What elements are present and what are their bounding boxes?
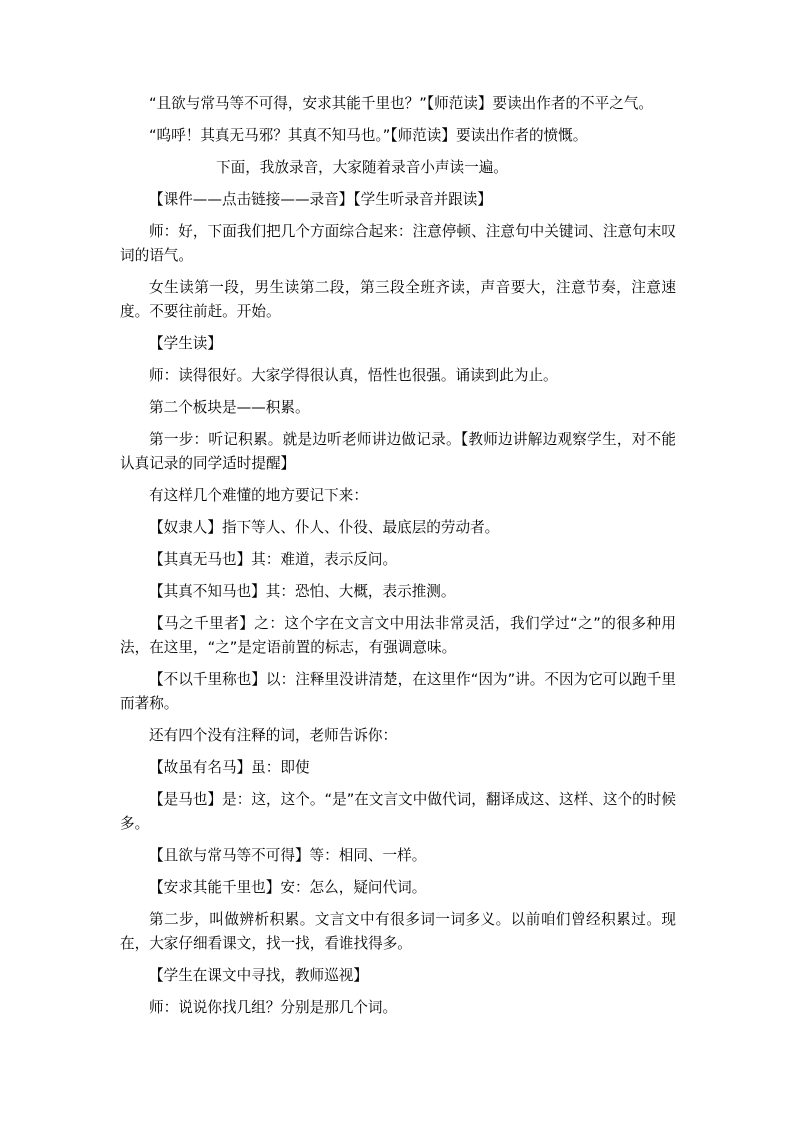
paragraph: 【是马也】是：这，这个。“是”在文言文中做代词，翻译成这、这样、这个的时候多。	[120, 791, 676, 832]
paragraph: 【奴隶人】指下等人、仆人、仆役、最底层的劳动者。	[149, 519, 500, 536]
paragraph: 【且欲与常马等不可得】等：相同、一样。	[149, 847, 427, 864]
paragraph: 第一步：听记积累。就是边听老师讲边做记录。【教师边讲解边观察学生，对不能认真记录的同学适时提醒】	[120, 431, 676, 472]
paragraph: 第二步，叫做辨析积累。文言文中有很多词一词多义。以前咱们曾经积累过。现在，大家仔细看课文，找一找，看谁找得多。	[120, 911, 676, 952]
paragraph: “且欲与常马等不可得，安求其能千里也？”【师范读】要读出作者的不平之气。	[149, 95, 654, 112]
paragraph: 师：读得很好。大家学得很认真，悟性也很强。诵读到此为止。	[149, 367, 558, 384]
paragraph: 【不以千里称也】以：注释里没讲清楚，在这里作“因为”讲。不因为它可以跑千里而著称。	[120, 671, 676, 712]
paragraph: 师：说说你找几组？分别是那几个词。	[149, 999, 398, 1016]
paragraph: 有这样几个难懂的地方要记下来：	[149, 487, 368, 504]
paragraph: 【安求其能千里也】安：怎么，疑问代词。	[149, 879, 427, 896]
paragraph: 【其真不知马也】其：恐怕、大概，表示推测。	[149, 583, 456, 600]
paragraph: 【故虽有名马】虽：即使	[149, 759, 310, 776]
document-body	[120, 92, 676, 1028]
paragraph: 下面，我放录音，大家随着录音小声读一遍。	[216, 159, 508, 176]
paragraph: 【学生在课文中寻找，教师巡视】	[149, 967, 368, 984]
paragraph: 【马之千里者】之：这个字在文言文中用法非常灵活，我们学过“之”的很多种用法，在这里，“之”是定语前置的标志，有强调意味。	[120, 615, 676, 656]
paragraph: 女生读第一段，男生读第二段，第三段全班齐读，声音要大，注意节奏，注意速度。不要往前赶。开始。	[120, 279, 676, 320]
paragraph: 【其真无马也】其：难道，表示反问。	[149, 551, 398, 568]
paragraph: 第二个板块是——积累。	[149, 399, 310, 416]
paragraph: 【课件——点击链接——录音】【学生听录音并跟读】	[149, 191, 492, 208]
paragraph: 【学生读】	[149, 335, 222, 352]
paragraph: 师：好，下面我们把几个方面综合起来：注意停顿、注意句中关键词、注意句末叹词的语气。	[120, 223, 676, 264]
paragraph: 还有四个没有注释的词，老师告诉你：	[149, 727, 398, 744]
paragraph: “呜呼！其真无马邪？其真不知马也。”【师范读】要读出作者的愤慨。	[149, 127, 588, 144]
